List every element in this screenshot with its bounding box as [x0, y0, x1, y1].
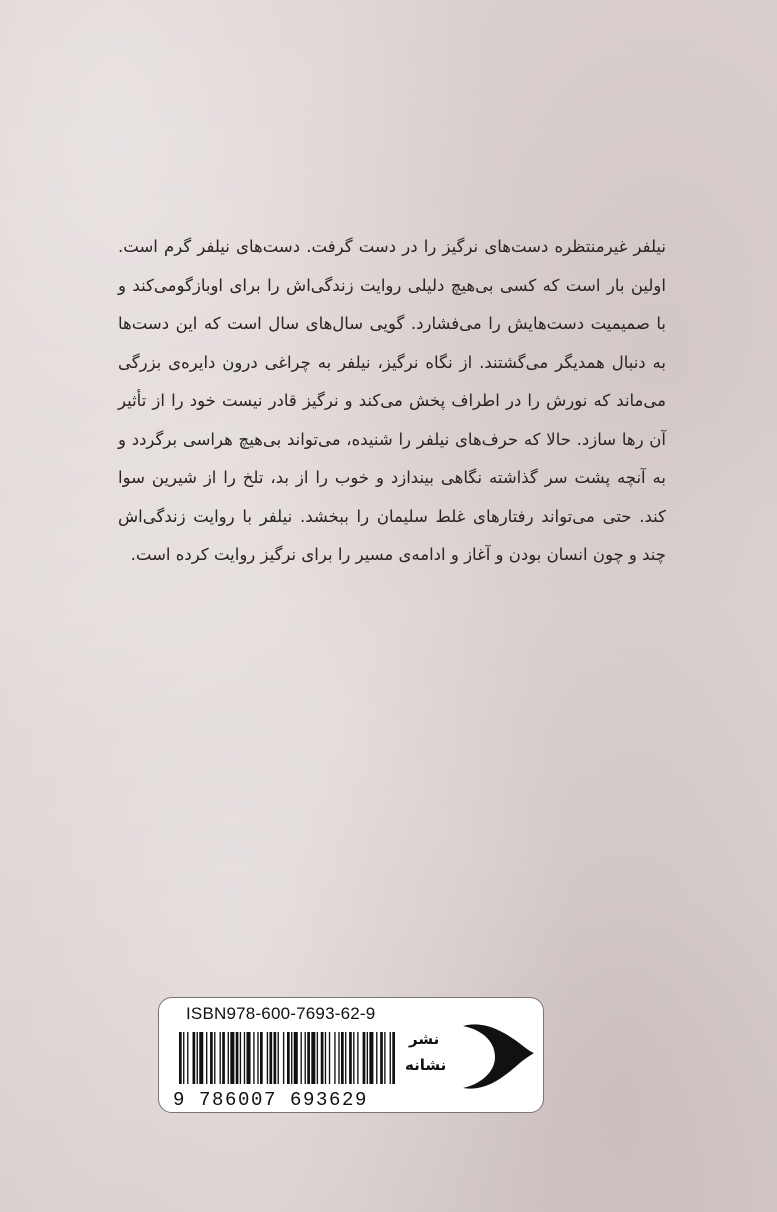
barcode-bar [376, 1032, 377, 1084]
barcode-bar [392, 1032, 395, 1084]
barcode-bar [307, 1032, 310, 1084]
barcode-bar [353, 1032, 354, 1084]
barcode-bar [267, 1032, 268, 1084]
barcode-bar [214, 1032, 215, 1084]
barcode-bar [274, 1032, 277, 1084]
barcode-bar [222, 1032, 225, 1084]
barcode-bar [369, 1032, 373, 1084]
barcode-bar [244, 1032, 245, 1084]
barcode-bar [334, 1032, 335, 1084]
barcode-bar [301, 1032, 302, 1084]
barcode-bar [183, 1032, 184, 1084]
barcode-bar [199, 1032, 203, 1084]
barcode-card [158, 997, 544, 1113]
barcode-bar [197, 1032, 198, 1084]
barcode-bar [341, 1032, 344, 1084]
barcode-digits: 9 786007 693629 [173, 1089, 369, 1111]
barcode-bar [236, 1032, 239, 1084]
barcode-bar [349, 1032, 352, 1084]
blurb-paragraph: نیلفر غیرمنتظره دست‌های نرگیز را در دست گرفت. دست‌های نیلفر گرم است. اولین بار است که کسی بی‌هیچ دلیلی روایت زندگی‌اش را برای اوبازگومی‌کند و با صمیمیت دست‌هایش را می‌فشارد. گویی سال‌های سال است که این دست‌ها به دنبال همدیگر می‌گشتند. از نگاه نرگیز، نیلفر به چراغی درون دایره‌ی بزرگی می‌ماند که نورش را در اطراف پخش می‌کند و نرگیز قادر نیست خود را از تأثیر آن رها سازد. حالا که حرف‌های نیلفر را شنیده، می‌تواند بی‌هیچ هراسی برگردد و به آنچه پشت سر گذاشته نگاهی بیندازد و خوب را از بد، تلخ را از شیرین سوا کند. حتی می‌تواند رفتارهای غلط سلیمان را ببخشد. نیلفر با روایت زندگی‌اش چند و چون انسان بودن و آغاز و ادامه‌ی مسیر را برای نرگیز روایت کرده است. [118, 237, 666, 564]
barcode-bar [311, 1032, 315, 1084]
barcode-bar [294, 1032, 298, 1084]
barcode-bar [380, 1032, 383, 1084]
barcode-bar [291, 1032, 292, 1084]
barcode-bar [305, 1032, 306, 1084]
barcode-bar [257, 1032, 258, 1084]
barcode-bar [278, 1032, 279, 1084]
barcode-bar [269, 1032, 272, 1084]
barcode-bar [367, 1032, 368, 1084]
barcode-bar [247, 1032, 251, 1084]
barcode-bar [321, 1032, 324, 1084]
barcode-bar [329, 1032, 330, 1084]
publisher-name-line1: نشر [409, 1030, 440, 1048]
isbn-label: ISBN978-600-7693-62-9 [186, 1004, 376, 1023]
barcode-bar [210, 1032, 213, 1084]
barcode-bar [220, 1032, 221, 1084]
barcode-bar [260, 1032, 263, 1084]
barcode-bar [338, 1032, 339, 1084]
barcode-bar [187, 1032, 188, 1084]
blurb-text-block [118, 228, 666, 575]
barcode-bar [230, 1032, 234, 1084]
barcode-bar [253, 1032, 254, 1084]
barcode-bar [193, 1032, 196, 1084]
barcode-bar [179, 1032, 182, 1084]
publisher-name-line2: نشانه [405, 1056, 447, 1074]
barcode-bar [240, 1032, 241, 1084]
barcode-bar [317, 1032, 318, 1084]
barcode-bar [345, 1032, 346, 1084]
barcode-bar [390, 1032, 391, 1084]
barcode-bar [357, 1032, 358, 1084]
barcode-bar [363, 1032, 366, 1084]
barcode-bar [287, 1032, 290, 1084]
barcode-bar [384, 1032, 385, 1084]
barcode-bar [206, 1032, 207, 1084]
barcode-bar [283, 1032, 284, 1084]
barcode-bar [325, 1032, 326, 1084]
barcode-bar [228, 1032, 229, 1084]
